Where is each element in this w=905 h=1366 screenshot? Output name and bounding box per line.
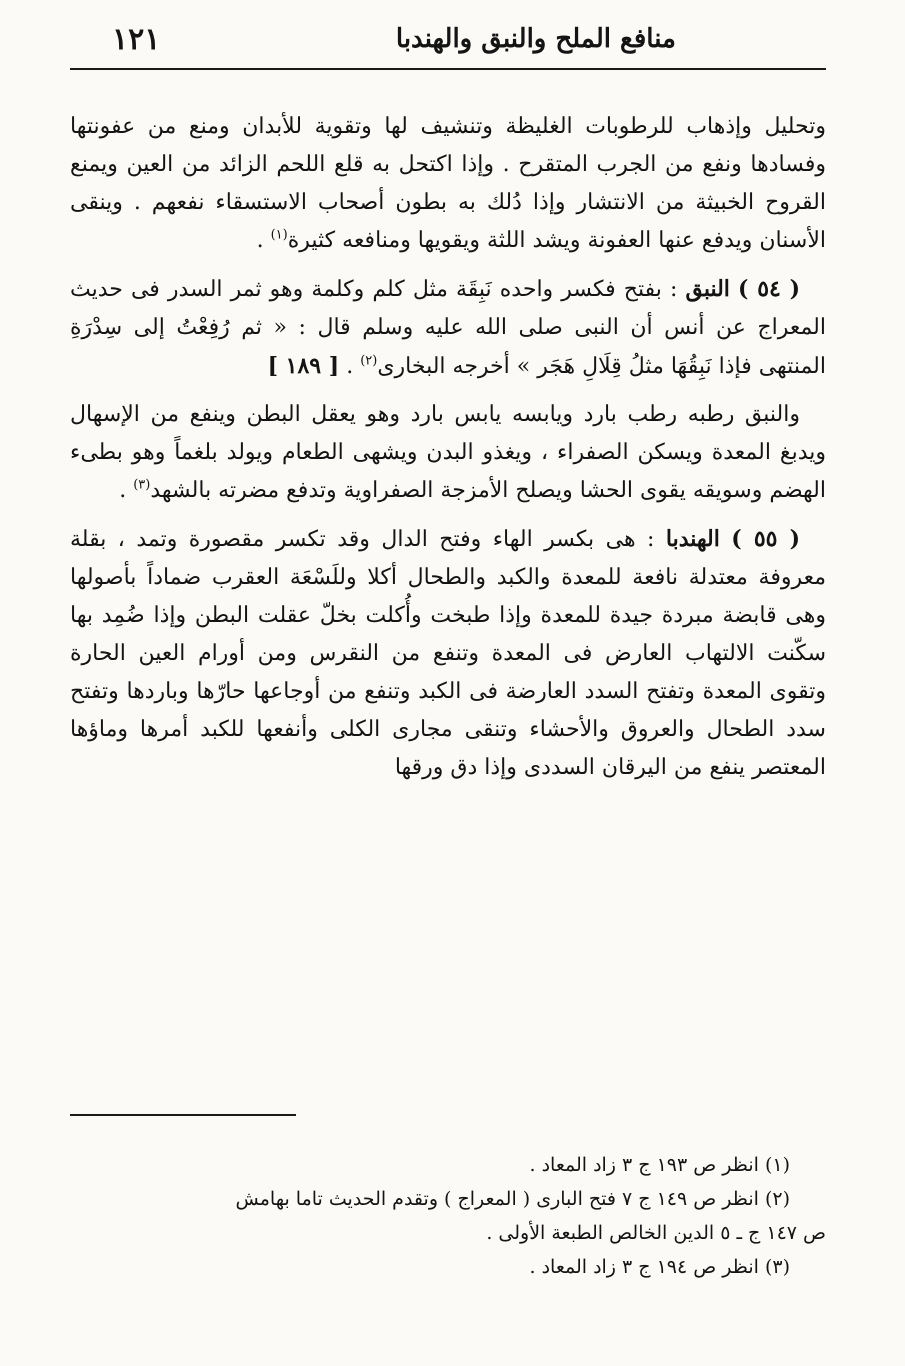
footnote-ref-3: (٣)	[133, 477, 151, 493]
running-head	[70, 24, 826, 64]
hadith-number: [ ١٨٩ ]	[267, 353, 340, 379]
paragraph-nabq-text: والنبق رطبه رطب بارد ويابسه يابس بارد وهو يعقل البطن وينفع من الإسهال ويدبغ المعدة ويسكن الصفراء ، ويغذو البدن ويشهى الطعام ويولد بلغماً وهو بطىء الهضم وسويقه يقوى الحشا ويصلح الأمزجة الصفراوية وتدفع مضرته بالشهد	[70, 402, 826, 503]
body-text	[70, 108, 826, 787]
entry-55-text: : هى بكسر الهاء وفتح الدال وقد تكسر مقصورة وتمد ، بقلة معروفة معتدلة نافعة للمعدة والكبد والطحال أكلا وللَسْعَة العقرب ضماداً بأصولها وهى قابضة مبردة جيدة للمعدة وإذا طبخت وأُكلت بخلّ عقلت البطن وإذا ضُمِد بها سكّنت الالتهاب العارض فى المعدة وتنفع من النقرس ومن أورام العين الحارة وتقوى المعدة وتفتح السدد العارضة فى الكبد وتنفع من أوجاعها حارّها وباردها وتفتح سدد الطحال والعروق والأحشاء وتنقى مجارى الكلى وأنفعها للكبد أمرها وماؤها المعتصر ينفع من اليرقان السددى وإذا دق ورقها	[70, 527, 826, 780]
entry-54-term: النبق	[685, 276, 730, 302]
footnotes	[70, 1148, 826, 1284]
entry-54-end: .	[339, 354, 361, 379]
page-number: ١٢١	[112, 22, 161, 57]
footnote-2-continued: ص ١٤٧ ج ـ ٥ الدين الخالص الطبعة الأولى .	[486, 1222, 826, 1244]
footnote-ref-2: (٢)	[360, 353, 378, 369]
entry-54	[70, 270, 826, 386]
book-page	[70, 0, 826, 1366]
entry-54-number: ( ٥٤ )	[738, 276, 800, 302]
footnote-1: (١) انظر ص ١٩٣ ج ٣ زاد المعاد .	[529, 1154, 790, 1176]
entry-55	[70, 520, 826, 787]
footnote-ref-1: (١)	[270, 227, 288, 243]
entry-55-term: الهندبا	[665, 526, 720, 552]
paragraph-nabq-end: .	[119, 478, 134, 503]
footnote-3: (٣) انظر ص ١٩٤ ج ٣ زاد المعاد .	[529, 1256, 790, 1278]
footnote-rule	[70, 1114, 296, 1116]
running-title: منافع الملح والنبق والهندبا	[395, 24, 676, 54]
paragraph-nabq	[70, 396, 826, 510]
paragraph-1-end: .	[256, 228, 271, 253]
footnote-2: (٢) انظر ص ١٤٩ ج ٧ فتح البارى ( المعراج ) وتقدم الحديث تاما بهامش	[235, 1188, 790, 1210]
header-rule	[70, 68, 826, 70]
entry-54-text: : بفتح فكسر واحده نَبِقَة مثل كلم وكلمة وهو ثمر السدر فى حديث المعراج عن أنس أن النبى صلى الله عليه وسلم قال : « ثم رُفِعْتُ إلى سِدْرَةِ المنتهى فإذا نَبِقُهَا مثلُ قِلَالِ هَجَر » أخرجه البخارى	[70, 277, 826, 379]
paragraph-1-text: وتحليل وإذهاب للرطوبات الغليظة وتنشيف لها وتقوية للأبدان ومنع من عفونتها وفسادها ونفع من الجرب المتقرح . وإذا اكتحل به قلع اللحم الزائد من العين ويمنع القروح الخبيثة من الانتشار وإذا دُلك به بطون أصحاب الاستسقاء نفعهم . وينقى الأسنان ويدفع عنها العفونة ويشد اللثة ويقويها ومنافعه كثيرة	[70, 114, 826, 253]
paragraph-1	[70, 108, 826, 260]
entry-55-number: ( ٥٥ )	[731, 526, 800, 552]
